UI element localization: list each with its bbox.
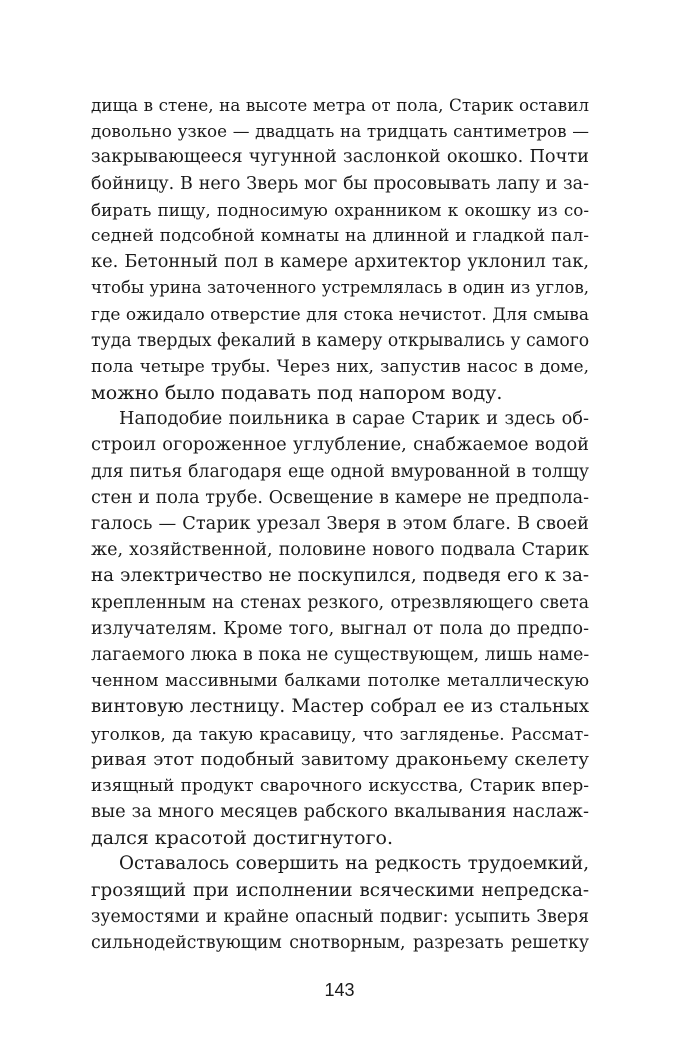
- text-line: закрывающееся чугунной заслонкой окошко. Почти: [91, 147, 589, 168]
- text-line: довольно узкое — двадцать на тридцать сантиметров —: [91, 121, 589, 142]
- text-line: ривая этот подобный завитому драконьему скелету: [91, 748, 589, 770]
- body-text: [91, 92, 589, 956]
- text-line: сильнодействующим снотворным, разрезать решетку: [91, 933, 589, 953]
- text-line: дался красотой достигнутого.: [91, 827, 393, 850]
- text-line: винтовую лестницу. Мастер собрал ее из стальных: [91, 696, 589, 718]
- text-line: изящный продукт сварочного искусства, Старик впер-: [91, 775, 589, 796]
- text-line: дища в стене, на высоте метра от пола, Старик оставил: [91, 95, 589, 115]
- text-line: бойницу. В него Зверь мог бы просовывать лапу и за-: [91, 173, 589, 194]
- text-line: крепленным на стенах резкого, отрезвляющего света: [91, 592, 589, 613]
- text-line: туда твердых фекалий в камеру открывались у самого: [91, 330, 590, 351]
- text-line: стен и пола трубе. Освещение в камере не предпола-: [91, 487, 589, 508]
- page-number: 143: [324, 980, 355, 1000]
- paragraph-2: [91, 406, 589, 851]
- text-line: же, хозяйственной, половине нового подвала Старик: [91, 540, 589, 561]
- text-line: зуемостями и крайне опасный подвиг: усыпить Зверя: [91, 906, 589, 927]
- text-line: можно было подавать под напором воду.: [91, 382, 503, 405]
- text-line: лагаемого люка в пока не существующем, лишь наме-: [91, 644, 590, 665]
- text-line: уголков, да такую красавицу, что загляденье. Рассмат-: [91, 723, 589, 744]
- text-line: где ожидало отверстие для стока нечистот. Для смыва: [91, 304, 589, 325]
- text-line: строил огороженное углубление, снабжаемое водой: [91, 435, 589, 456]
- text-line: для питья благодаря еще одной вмурованной в толщу: [91, 461, 589, 482]
- text-line: седней подсобной комнаты на длинной и гладкой пал-: [91, 225, 589, 246]
- text-line: ченном массивными балками потолке металлическую: [91, 671, 589, 692]
- text-line: вые за много месяцев рабского вкалывания наслаж-: [91, 802, 589, 823]
- text-line: Наподобие поильника в сарае Старик и здесь об-: [119, 409, 589, 430]
- text-line: бирать пищу, подносимую охранником к окошку из со-: [91, 199, 589, 220]
- text-line: излучателям. Кроме того, выгнал от пола до предпо-: [91, 618, 589, 639]
- text-line: Оставалось совершить на редкость трудоемкий,: [119, 853, 589, 875]
- text-line: грозящий при исполнении всяческими непредска-: [91, 879, 589, 901]
- paragraph-1: [91, 92, 589, 406]
- paragraph-3: [91, 851, 589, 956]
- text-line: чтобы урина заточенного устремлялась в один из углов,: [91, 278, 589, 298]
- text-line: ке. Бетонный пол в камере архитектор уклонил так,: [91, 252, 589, 273]
- text-line: галось — Старик урезал Зверя в этом благе. В своей: [91, 514, 589, 534]
- text-line: пола четыре трубы. Через них, запустив насос в доме,: [91, 356, 589, 377]
- text-line: на электричество не поскупился, подведя его к за-: [91, 565, 589, 587]
